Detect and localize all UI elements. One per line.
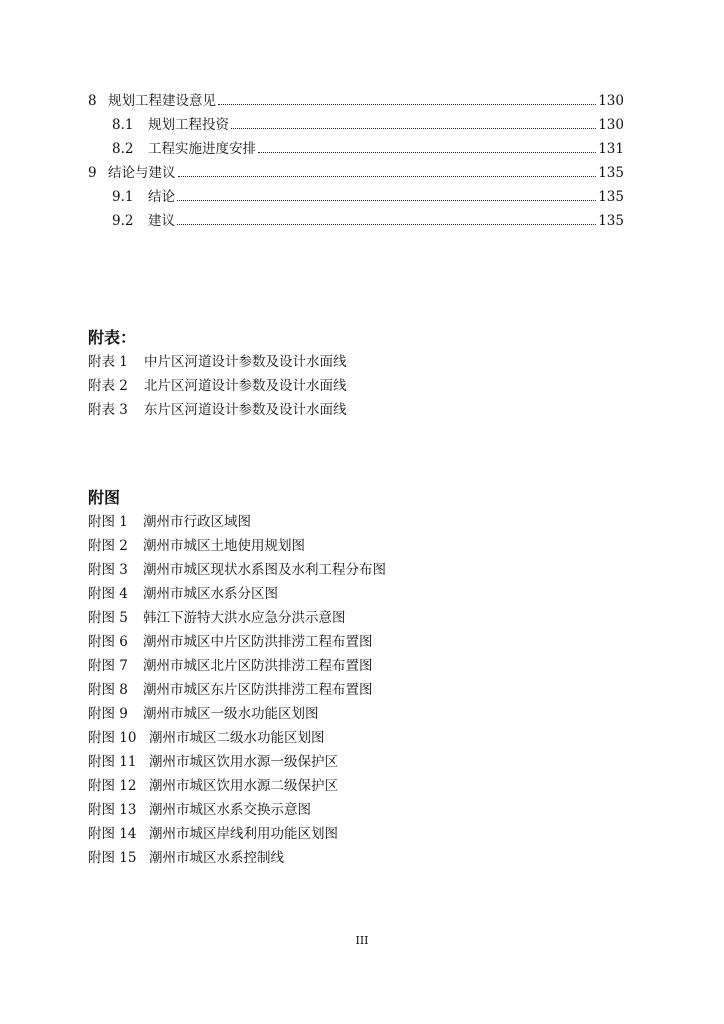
toc-leader-dots xyxy=(178,176,597,177)
appendix-table-title: 北片区河道设计参数及设计水面线 xyxy=(144,378,347,394)
appendix-figure-label: 附图 10 xyxy=(88,730,137,746)
toc-leader-dots xyxy=(177,224,596,225)
appendix-figure-title: 潮州市城区饮用水源一级保护区 xyxy=(149,754,338,770)
appendix-figure-title: 潮州市城区饮用水源二级保护区 xyxy=(149,778,338,794)
toc-leader-dots xyxy=(231,128,596,129)
appendix-figure-item[interactable] xyxy=(88,751,338,773)
toc-number: 9 xyxy=(88,165,97,181)
toc-page-number: 130 xyxy=(598,93,624,109)
appendix-table-title: 中片区河道设计参数及设计水面线 xyxy=(144,354,347,370)
appendix-figure-title: 韩江下游特大洪水应急分洪示意图 xyxy=(143,610,346,626)
appendix-figure-label: 附图 1 xyxy=(88,514,128,530)
appendix-figure-item[interactable] xyxy=(88,703,319,725)
appendix-figure-item[interactable] xyxy=(88,775,338,797)
appendix-figure-label: 附图 13 xyxy=(88,802,137,818)
appendix-figure-title: 潮州市城区水系分区图 xyxy=(143,586,278,602)
toc-entry[interactable] xyxy=(88,162,624,184)
toc-title: 建议 xyxy=(148,213,175,229)
toc-leader-dots xyxy=(218,104,596,105)
appendix-table-label: 附表 1 xyxy=(88,354,128,370)
appendix-figure-label: 附图 4 xyxy=(88,586,128,602)
appendix-figure-item[interactable] xyxy=(88,799,311,821)
appendix-figure-title: 潮州市城区东片区防洪排涝工程布置图 xyxy=(143,682,373,698)
toc-page-number: 135 xyxy=(598,189,624,205)
appendix-table-label: 附表 2 xyxy=(88,378,128,394)
toc-leader-dots xyxy=(258,152,596,153)
appendix-figure-item[interactable] xyxy=(88,607,346,629)
appendix-figure-title: 潮州市城区中片区防洪排涝工程布置图 xyxy=(143,634,373,650)
appendix-figure-item[interactable] xyxy=(88,679,373,701)
toc-entry[interactable] xyxy=(112,138,624,160)
appendix-figure-item[interactable] xyxy=(88,655,373,677)
toc-entry[interactable] xyxy=(112,186,624,208)
appendix-table-label: 附表 3 xyxy=(88,402,128,418)
appendix-figure-title: 潮州市城区水系交换示意图 xyxy=(149,802,311,818)
toc-title: 工程实施进度安排 xyxy=(148,141,256,157)
appendix-figure-title: 潮州市城区现状水系图及水利工程分布图 xyxy=(143,562,386,578)
toc-page-number: 131 xyxy=(598,141,624,157)
toc-number: 8.1 xyxy=(112,117,134,133)
appendix-figure-label: 附图 6 xyxy=(88,634,128,650)
appendix-figure-item[interactable] xyxy=(88,559,386,581)
appendix-figure-label: 附图 9 xyxy=(88,706,128,722)
appendix-table-item[interactable] xyxy=(88,351,347,373)
appendix-figure-item[interactable] xyxy=(88,823,338,845)
toc-number: 8 xyxy=(88,93,97,109)
appendix-figure-title: 潮州市城区土地使用规划图 xyxy=(143,538,305,554)
toc-title: 规划工程建设意见 xyxy=(108,93,216,109)
appendix-figure-title: 潮州市城区一级水功能区划图 xyxy=(143,706,319,722)
appendix-figure-label: 附图 2 xyxy=(88,538,128,554)
appendix-figure-title: 潮州市城区二级水功能区划图 xyxy=(149,730,325,746)
appendix-figure-label: 附图 7 xyxy=(88,658,128,674)
appendix-figure-label: 附图 11 xyxy=(88,754,137,770)
toc-entry[interactable] xyxy=(112,114,624,136)
appendix-figure-item[interactable] xyxy=(88,631,373,653)
appendix-tables-heading: 附表： xyxy=(88,328,137,347)
toc-entry[interactable] xyxy=(88,90,624,112)
appendix-figure-label: 附图 12 xyxy=(88,778,137,794)
toc-page-number: 135 xyxy=(598,165,624,181)
page-number: III xyxy=(355,934,369,947)
appendix-figure-label: 附图 14 xyxy=(88,826,137,842)
appendix-figure-title: 潮州市行政区域图 xyxy=(143,514,251,530)
appendix-table-title: 东片区河道设计参数及设计水面线 xyxy=(144,402,347,418)
appendix-table-item[interactable] xyxy=(88,399,347,421)
appendix-figures-heading: 附图 xyxy=(88,488,121,507)
appendix-figure-label: 附图 3 xyxy=(88,562,128,578)
appendix-figure-item[interactable] xyxy=(88,535,305,557)
toc-page-number: 130 xyxy=(598,117,624,133)
toc-leader-dots xyxy=(177,200,596,201)
appendix-figure-item[interactable] xyxy=(88,727,325,749)
appendix-table-item[interactable] xyxy=(88,375,347,397)
toc-number: 8.2 xyxy=(112,141,134,157)
appendix-figure-item[interactable] xyxy=(88,511,251,533)
toc-entry[interactable] xyxy=(112,210,624,232)
appendix-figure-title: 潮州市城区北片区防洪排涝工程布置图 xyxy=(143,658,373,674)
toc-title: 结论与建议 xyxy=(108,165,176,181)
toc-number: 9.1 xyxy=(112,189,134,205)
appendix-figure-title: 潮州市城区水系控制线 xyxy=(149,850,284,866)
toc-page-number: 135 xyxy=(598,213,624,229)
appendix-figure-label: 附图 15 xyxy=(88,850,137,866)
appendix-figure-item[interactable] xyxy=(88,583,278,605)
toc-number: 9.2 xyxy=(112,213,134,229)
appendix-figure-label: 附图 5 xyxy=(88,610,128,626)
appendix-figure-title: 潮州市城区岸线利用功能区划图 xyxy=(149,826,338,842)
toc-title: 规划工程投资 xyxy=(148,117,229,133)
toc-title: 结论 xyxy=(148,189,175,205)
appendix-figure-label: 附图 8 xyxy=(88,682,128,698)
appendix-figure-item[interactable] xyxy=(88,847,284,869)
